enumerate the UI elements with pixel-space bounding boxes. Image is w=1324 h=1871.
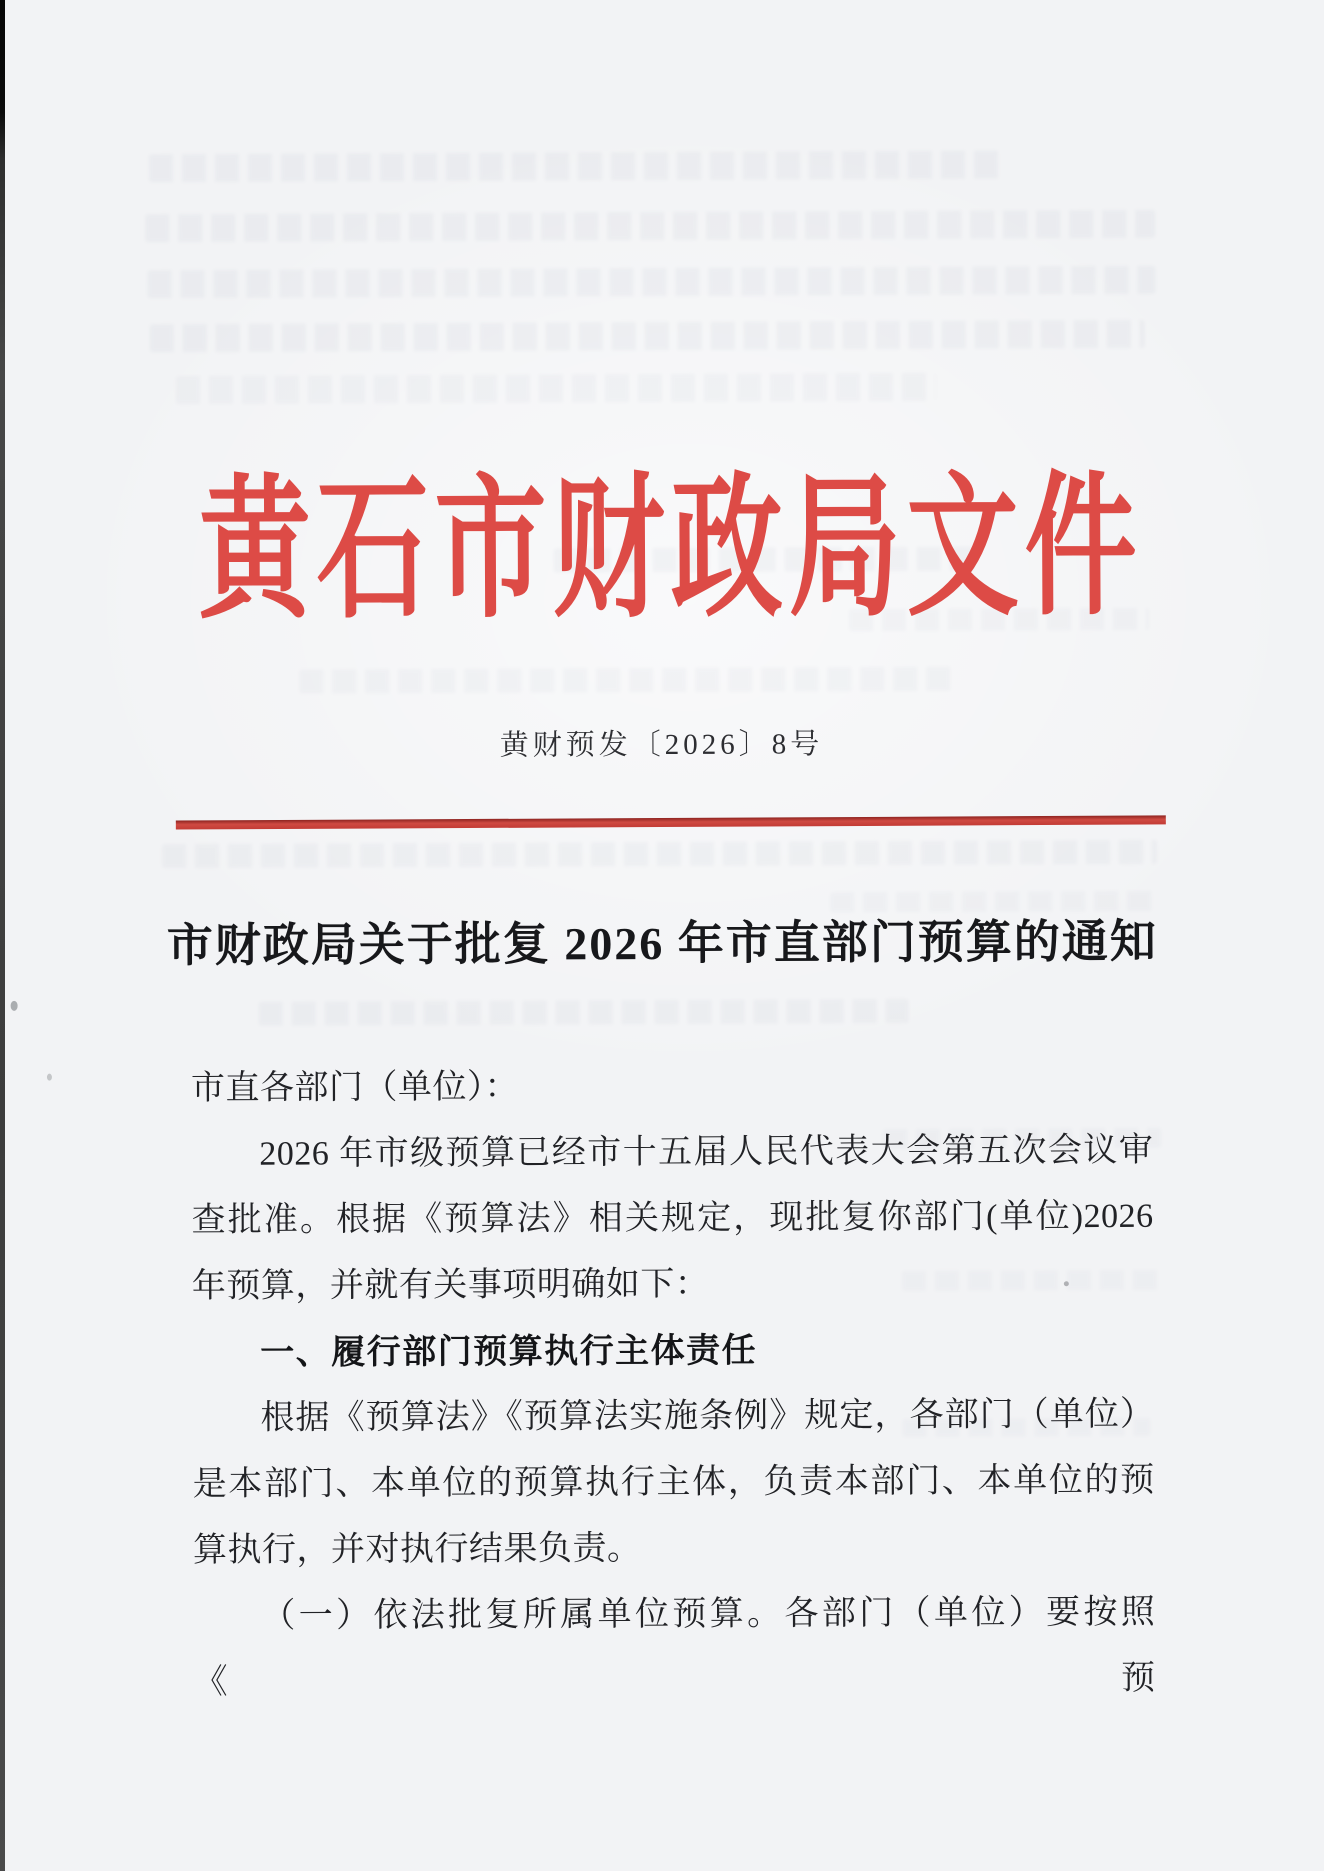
body-line: 是本部门、本单位的预算执行主体，负责本部门、本单位的预 <box>192 1461 1155 1504</box>
bleedthrough-ghost-line <box>259 999 909 1026</box>
scan-speck <box>11 1001 18 1011</box>
scan-speck <box>47 1074 52 1081</box>
bleedthrough-ghost-line <box>299 667 959 694</box>
bleedthrough-ghost-line <box>162 840 1157 868</box>
bleedthrough-ghost-line <box>176 373 936 404</box>
bleedthrough-ghost-line <box>145 210 1155 242</box>
body-line: （一）依法批复所属单位预算。各部门（单位）要按照《预 <box>193 1593 1156 1702</box>
body-line: 根据《预算法》《预算法实施条例》规定，各部门（单位） <box>260 1395 1155 1437</box>
bleedthrough-ghost-line <box>147 266 1155 298</box>
document-number: 黄财预发〔2026〕8号 <box>499 728 824 762</box>
document-title: 市财政局关于批复 2026 年市直部门预算的通知 <box>166 915 1158 972</box>
bleedthrough-ghost-line <box>150 320 1145 352</box>
body-line: 2026 年市级预算已经市十五届人民代表大会第五次会议审 <box>259 1131 1154 1173</box>
document-body <box>190 1052 1156 1702</box>
body-line: 查批准。根据《预算法》相关规定，现批复你部门(单位)2026 <box>191 1197 1154 1240</box>
body-line: 算执行，并对执行结果负责。 <box>192 1530 642 1570</box>
red-divider-line <box>176 815 1166 829</box>
bleedthrough-ghost-line <box>149 151 999 183</box>
agency-letterhead-title: 黄石市财政局文件 <box>198 463 1144 639</box>
bleedthrough-ghost-line <box>830 891 1160 912</box>
body-line: 年预算，并就有关事项明确如下： <box>191 1265 710 1306</box>
salutation-line: 市直各部门（单位）： <box>190 1068 520 1108</box>
section-heading: 一、履行部门预算执行主体责任 <box>260 1331 758 1372</box>
